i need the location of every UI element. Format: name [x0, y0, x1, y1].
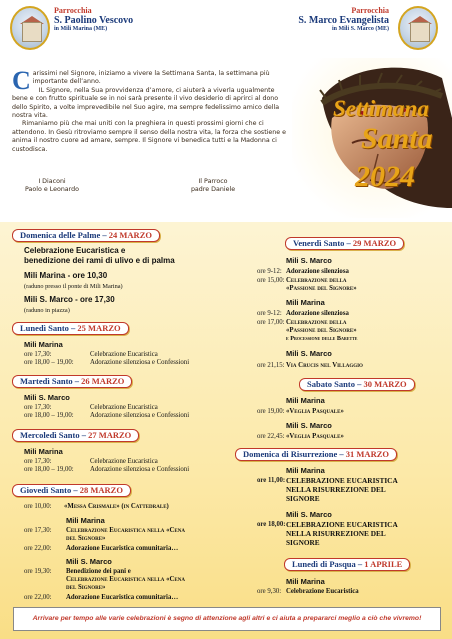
event: e Processione delle Barette [286, 335, 358, 342]
day-title: Sabato Santo – [307, 379, 364, 389]
time: ore 18,00 – 19,00: [24, 359, 74, 366]
church-label: Mili S. Marco [66, 557, 112, 566]
palme-mili-marina-note: (raduno presso il ponte di Mili Marina) [24, 283, 123, 290]
event: NELLA RISURREZIONE DEL [286, 485, 386, 494]
parish-left-location: in Mili Marina (ME) [54, 26, 108, 32]
title-settimana: Settimana [333, 96, 429, 121]
event: del Signore» [66, 535, 106, 542]
day-header-martedi [12, 375, 132, 388]
church-label: Mili Marina [24, 447, 63, 456]
day-header-venerdi [285, 237, 404, 250]
signature-parish-priest [178, 178, 248, 195]
event: Celebrazione della [286, 319, 347, 326]
event: Celebrazione Eucaristica [90, 458, 158, 465]
title-santa: Santa [361, 122, 433, 155]
event: «Passione del Signore» [286, 285, 357, 292]
day-date: 25 MARZO [77, 323, 121, 333]
signature-deacons [22, 178, 82, 195]
day-header-sabato [299, 378, 415, 391]
church-label: Mili Marina [66, 516, 105, 525]
day-title: Giovedì Santo – [20, 485, 80, 495]
day-title: Martedì Santo – [20, 376, 82, 386]
signature-deacons-names: Paolo e Leonardo [24, 186, 79, 194]
footer-notice: Arrivare per tempo alle varie celebrazioni è segno di attenzione agli altri e ci aiuta a prepararci meglio a ciò che vivremo! [13, 607, 441, 631]
time: ore 21,15: [257, 362, 285, 369]
time: ore 18,00: [257, 521, 286, 528]
time: ore 17,30: [24, 404, 52, 411]
event: Benedizione dei pani e [66, 568, 131, 575]
parish-right-location: in Mili S. Marco (ME) [331, 26, 389, 32]
time: ore 15,00: [257, 277, 285, 284]
event: Adorazione Eucaristica comunitaria… [66, 545, 179, 552]
event: Celebrazione Eucaristica nella «Cena [66, 527, 185, 534]
event: Adorazione Eucaristica comunitaria… [66, 594, 179, 601]
letter-paragraph-2: IL Signore, nella Sua provvidenza d’amore, ci aiuterà a viverla ugualmente bene e con frutto spirituale se in noi sarà presente il vivo desiderio di aprirci al dono dello Spirito, a volte imprevedibile nel Suo agire, ma sempre fedelissimo amico della nostra vita. [12, 86, 280, 120]
event: NELLA RISURREZIONE DEL [286, 529, 386, 538]
event: «Veglia Pasquale» [286, 433, 344, 440]
church-label: Mili S. Marco [286, 349, 332, 358]
event: Celebrazione Eucaristica [286, 588, 359, 595]
church-label: Mili S. Marco [286, 256, 332, 265]
day-title: Mercoledì Santo – [20, 430, 89, 440]
church-medallion-right [398, 6, 438, 50]
palme-mili-s-marco: Mili S. Marco - ore 17,30 [24, 295, 115, 304]
intro-letter [12, 66, 290, 154]
day-date: 31 MARZO [345, 449, 389, 459]
event: CELEBRAZIONE EUCARISTICA [286, 476, 398, 485]
parish-right [283, 6, 389, 32]
time: ore 22,00: [24, 545, 52, 552]
parish-right-label: Parrocchia [351, 6, 389, 15]
day-date: 27 MARZO [88, 430, 132, 440]
event: Adorazione silenziosa [286, 268, 349, 275]
signature-priest-names: padre Daniele [190, 186, 236, 194]
day-header-pasquetta [284, 558, 410, 571]
palme-line-1: Celebrazione Eucaristica e [24, 246, 126, 255]
signature-priest-title: Il Parroco [198, 178, 228, 185]
parish-left-name: S. Paolino Vescovo [54, 15, 134, 26]
day-title: Lunedì Santo – [20, 323, 78, 333]
time: ore 18,00 – 19,00: [24, 466, 74, 473]
day-title: Venerdì Santo – [293, 238, 353, 248]
day-header-giovedi [12, 484, 131, 497]
day-title: Domenica delle Palme – [20, 230, 109, 240]
church-label: Mili S. Marco [24, 393, 70, 402]
church-label: Mili Marina [286, 396, 325, 405]
palme-mili-marina: Mili Marina - ore 10,30 [24, 271, 108, 280]
day-title: Lunedì di Pasqua – [292, 559, 365, 569]
day-header-mercoledi [12, 429, 139, 442]
time: ore 9,30: [257, 588, 282, 595]
day-header-lunedi [12, 322, 129, 335]
event: del Signore» [66, 584, 106, 591]
parish-right-name: S. Marco Evangelista [298, 15, 389, 26]
event: Adorazione silenziosa e Confessioni [90, 359, 190, 366]
letter-paragraph-3: Rimaniamo più che mai uniti con la preghiera in questi prossimi giorni che ci attendono. In Gesù ritroviamo sempre il senso della nostra vita, la forza che sostiene e anima il nostro cuore ad amare, sempre. Il Signore vi benedica tutti e la Madonna ci custodisca. [12, 120, 287, 153]
church-label: Mili Marina [286, 298, 325, 307]
time: ore 18,00 – 19,00: [24, 412, 74, 419]
day-title: Domenica di Risurrezione – [243, 449, 346, 459]
church-label: Mili Marina [286, 577, 325, 586]
day-date: 26 MARZO [81, 376, 125, 386]
event: «Messa Crismale» (in Cattedrale) [64, 503, 169, 510]
time: ore 19,30: [24, 568, 52, 575]
day-date: 30 MARZO [363, 379, 407, 389]
event: SIGNORE [286, 494, 320, 503]
time: ore 22,00: [24, 594, 52, 601]
church-label: Mili S. Marco [286, 510, 332, 519]
day-header-risurrezione [235, 448, 397, 461]
event: Celebrazione Eucaristica [90, 404, 158, 411]
day-date: 1 APRILE [364, 559, 403, 569]
palme-line-2: benedizione dei rami di ulivo e di palma [24, 256, 175, 265]
event: SIGNORE [286, 538, 320, 547]
church-label: Mili Marina [286, 466, 325, 475]
day-header-palme [12, 229, 160, 242]
time: ore 17,30: [24, 351, 52, 358]
event: Via Crucis nel Villaggio [286, 362, 363, 369]
time: ore 17,30: [24, 458, 52, 465]
signature-deacons-title: I Diaconi [38, 178, 66, 185]
day-date: 29 MARZO [352, 238, 397, 248]
event: Adorazione silenziosa e Confessioni [90, 466, 190, 473]
letter-dropcap: C [12, 66, 31, 95]
event: «Veglia Pasquale» [286, 408, 344, 415]
day-date: 24 MARZO [108, 230, 152, 240]
church-medallion-left [10, 6, 50, 50]
time: ore 9-12: [257, 310, 282, 317]
time: ore 10,00: [24, 503, 52, 510]
event: «Passione del Signore» [286, 327, 357, 334]
event: Adorazione silenziosa e Confessioni [90, 412, 190, 419]
church-label: Mili Marina [24, 340, 63, 349]
palme-mili-s-marco-note: (raduno in piazza) [24, 307, 70, 314]
parish-left-label: Parrocchia [54, 6, 92, 15]
parish-left [54, 6, 133, 32]
event: Celebrazione della [286, 277, 347, 284]
event: CELEBRAZIONE EUCARISTICA [286, 520, 398, 529]
title-year: 2024 [355, 160, 415, 193]
time: ore 9-12: [257, 268, 282, 275]
time: ore 11,00: [257, 477, 286, 484]
time: ore 19,00: [257, 408, 285, 415]
day-date: 28 MARZO [79, 485, 123, 495]
letter-paragraph-1: arissimi nel Signore, iniziamo a vivere la Settimana Santa, la settimana più importante dell’anno. [32, 70, 270, 86]
time: ore 17,30: [24, 527, 52, 534]
event: Adorazione silenziosa [286, 310, 349, 317]
time: ore 17,00: [257, 319, 285, 326]
time: ore 22,45: [257, 433, 285, 440]
event: Celebrazione Eucaristica nella «Cena [66, 576, 185, 583]
church-label: Mili S. Marco [286, 421, 332, 430]
event: Celebrazione Eucaristica [90, 351, 158, 358]
